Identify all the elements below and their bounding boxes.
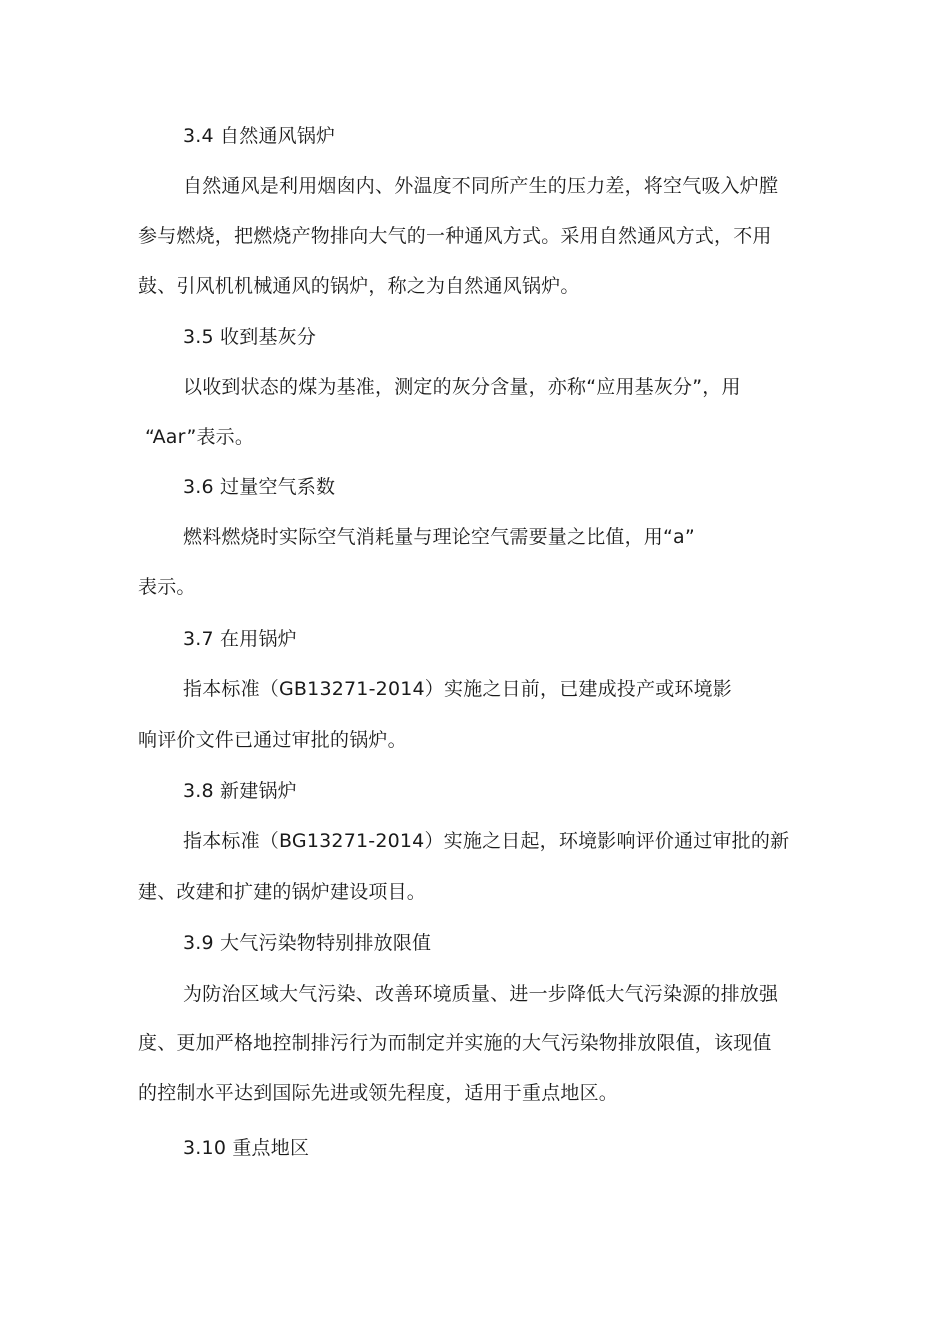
paragraph-line: 燃料燃烧时实际空气消耗量与理论空气需要量之比值，用“a” (183, 526, 695, 548)
section-heading-3-9: 3.9 大气污染物特别排放限值 (183, 932, 432, 954)
paragraph-line: 建、改建和扩建的锅炉建设项目。 (138, 881, 427, 903)
paragraph-line: 指本标准（BG13271-2014）实施之日起，环境影响评价通过审批的新 (183, 830, 790, 852)
section-heading-3-6: 3.6 过量空气系数 (183, 476, 336, 498)
paragraph-line: 的控制水平达到国际先进或领先程度，适用于重点地区。 (138, 1082, 619, 1104)
paragraph-line: 鼓、引风机机械通风的锅炉，称之为自然通风锅炉。 (138, 275, 580, 297)
paragraph-line: 以收到状态的煤为基准，测定的灰分含量，亦称“应用基灰分”，用 (183, 376, 741, 398)
paragraph-line: 响评价文件已通过审批的锅炉。 (138, 729, 407, 751)
section-heading-3-7: 3.7 在用锅炉 (183, 628, 297, 650)
paragraph-line: 表示。 (138, 576, 196, 598)
section-heading-3-10: 3.10 重点地区 (183, 1137, 310, 1159)
paragraph-line: 自然通风是利用烟囱内、外温度不同所产生的压力差，将空气吸入炉膛 (183, 175, 779, 197)
section-heading-3-8: 3.8 新建锅炉 (183, 780, 297, 802)
paragraph-line: “Aar”表示。 (145, 426, 255, 448)
paragraph-line: 参与燃烧，把燃烧产物排向大气的一种通风方式。采用自然通风方式，不用 (138, 225, 772, 247)
paragraph-line: 为防治区域大气污染、改善环境质量、进一步降低大气污染源的排放强 (183, 983, 779, 1005)
section-heading-3-5: 3.5 收到基灰分 (183, 326, 317, 348)
paragraph-line: 度、更加严格地控制排污行为而制定并实施的大气污染物排放限值，该现值 (138, 1032, 772, 1054)
section-heading-3-4: 3.4 自然通风锅炉 (183, 125, 336, 147)
paragraph-line: 指本标准（GB13271-2014）实施之日前，已建成投产或环境影 (183, 678, 733, 700)
